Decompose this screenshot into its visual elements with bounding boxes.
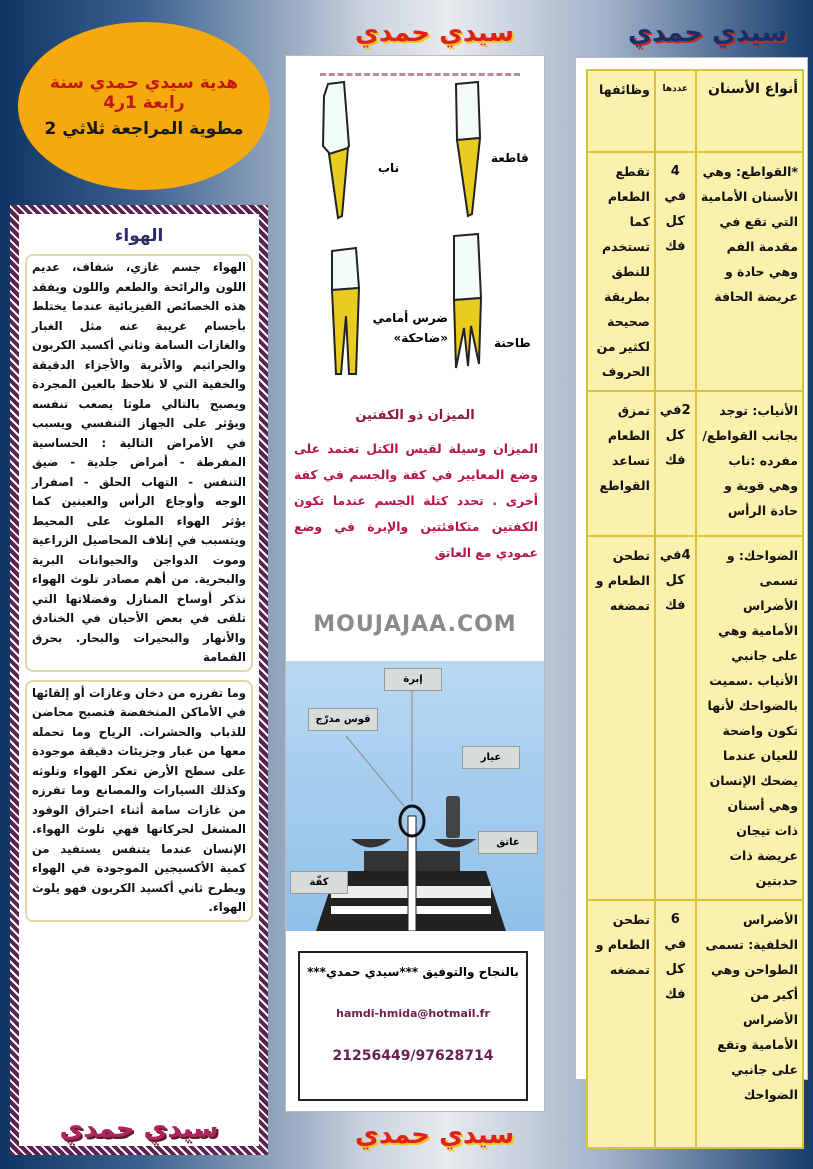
table-row — [587, 152, 803, 391]
brand-title-middle: سيدي حمدي — [355, 18, 515, 48]
air-title: الهواء — [114, 226, 164, 246]
label-premolar: ضرس أمامي «ضاحكة» — [372, 311, 448, 345]
teeth-table — [586, 69, 804, 1149]
cell-count: 2في كل فك — [655, 391, 696, 536]
balance-description: الميزان وسيلة لقيس الكتل تعتمد على وضع المعايير في كفة والجسم في كفة أخرى . تحدد كتلة الجسم عندما تكون الكفتين متكافئتين والإبرة في وضع عمودي مع العاتق — [294, 441, 538, 560]
air-text-2: وما تفرزه من دخان وغازات أو إلقائها في الأماكن المنخفضة فتصبح محاضن للذباب والحشرات. الرياح وما تحمله معها من غبار وجزيئات دقيقة موجودة على سطح الأرض تعكر الهواء وتلوثه وكذلك السيارات والمصانع وما تفرزه من غازات سامة أثناء احتراق الوقود المشغل لحركاتها فهي تلوث الهواء. الإنسان عندما يتنفس يستفيد من كمية الأكسيجين الموجودة في الهواء ويطرح ثاني أكسيد الكربون فهو يلوث الهواء. — [25, 680, 253, 922]
header-types: أنواع الأسنان — [696, 70, 803, 152]
cell-count: 4في كل فك — [655, 536, 696, 900]
teeth-table-panel — [575, 57, 808, 1102]
label-canine: ناب — [378, 161, 400, 175]
brand-footer-middle: سيدي حمدي — [355, 1120, 515, 1150]
header-functions: وظائفها — [587, 70, 655, 152]
gift-line-2: مطوية المراجعة ثلاثي 2 — [44, 119, 244, 139]
table-row — [587, 536, 803, 900]
label-pan: كفّة — [290, 871, 348, 894]
cell-function: تمزق الطعام تساعد القواطع — [587, 391, 655, 536]
middle-panel — [285, 55, 545, 1112]
contact-email[interactable]: hamdi-hmida@hotmail.fr — [336, 1007, 490, 1020]
watermark: MOUJAJAA.COM — [313, 612, 517, 637]
cell-type: الأضراس الخلفية: تسمى الطواحن وهي أكبر من الأضراس الأمامية وتقع على جانبي الضواحك — [696, 900, 803, 1148]
table-row — [587, 900, 803, 1148]
contact-phones: 21256449/97628714 — [332, 1048, 494, 1064]
cell-type: الأنياب: توجد بجانب القواطع/ مفرده :ناب وهي قوية و حادة الرأس — [696, 391, 803, 536]
cell-type: الضواحك: و تسمى الأضراس الأمامية وهي على جانبي الأنياب .سميت بالضواحك لأنها تكون واضحة للعيان عندما يضحك الإنسان وهي أسنان ذات تيجان عريضة ذات حدبتين — [696, 536, 803, 900]
cell-count: 4 في كل فك — [655, 152, 696, 391]
brand-title-right: سيدي حمدي — [628, 18, 788, 48]
label-molar: طاحنة — [494, 336, 531, 350]
table-row — [587, 391, 803, 536]
wish-text: بالنجاح والتوفيق ***سيدي حمدي*** — [307, 965, 519, 979]
balance-diagram — [286, 661, 544, 931]
canine-tooth — [323, 82, 349, 218]
air-panel — [10, 205, 268, 1155]
premolar-tooth — [332, 248, 359, 374]
cell-function: تطحن الطعام و تمضغه — [587, 536, 655, 900]
cell-function: تطحن الطعام و تمضغه — [587, 900, 655, 1148]
gift-badge — [18, 22, 270, 190]
label-incisor: قاطعة — [491, 151, 529, 165]
header-count: عددها — [655, 70, 696, 152]
contact-box — [298, 951, 528, 1101]
label-weight: عيار — [462, 746, 520, 769]
gift-line-1: هدية سيدي حمدي سنة رابعة 1ر4 — [49, 73, 239, 113]
air-text-1: الهواء جسم غازي، شفاف، عديم اللون والرائحة والطعم واللون ويفقد هذه الخصائص الفيزيائية عندما يختلط بأجسام غريبة عنه مثل الغبار والغازات السامة وثاني أكسيد الكربون والجراثيم والأتربة والأجزاء الدقيقة والخفية التي لا نلاحظ بالعين المجردة ويصبح بالتالي ملوثا يصعب تنفسه ويؤثر على الجهاز التنفسي ويسبب في الأمراض التالية : الحساسية المفرطة - أمراض جلدية - ضيق التنفس - التهاب الحلق - اصفرار الوجه وأوجاع الرأس والعينين كما يؤثر الهواء الملوث على المحيط ويتسبب في إتلاف المحاصيل الزراعية وموت الدواجن والحيوانات البرية والبحرية. من أهم مصادر تلوث الهواء نذكر أوساخ المنازل وفضلاتها التي تلقى في بعض الأحيان في الخنادق والأنهار والبحيرات والبحار. بحرق القمامة — [25, 254, 253, 672]
label-beam: عاتق — [478, 831, 538, 854]
brand-footer-left: سيدي حمدي — [59, 1114, 219, 1144]
table-header-row — [587, 70, 803, 152]
cell-function: تقطع الطعام كما تستخدم للنطق بطريقة صحيحة لكثير من الحروف — [587, 152, 655, 391]
label-graduated-arc: قوس مدرّج — [308, 708, 378, 731]
incisor-tooth — [456, 82, 480, 216]
label-needle: إبرة — [384, 668, 442, 691]
balance-title: الميزان ذو الكفتين — [355, 408, 475, 423]
molar-tooth — [454, 234, 481, 368]
cell-count: 6 في كل فك — [655, 900, 696, 1148]
cell-type: *القواطع: وهي الأسنان الأمامية التي تقع في مقدمة الفم وهي حادة و عريضة الحافة — [696, 152, 803, 391]
